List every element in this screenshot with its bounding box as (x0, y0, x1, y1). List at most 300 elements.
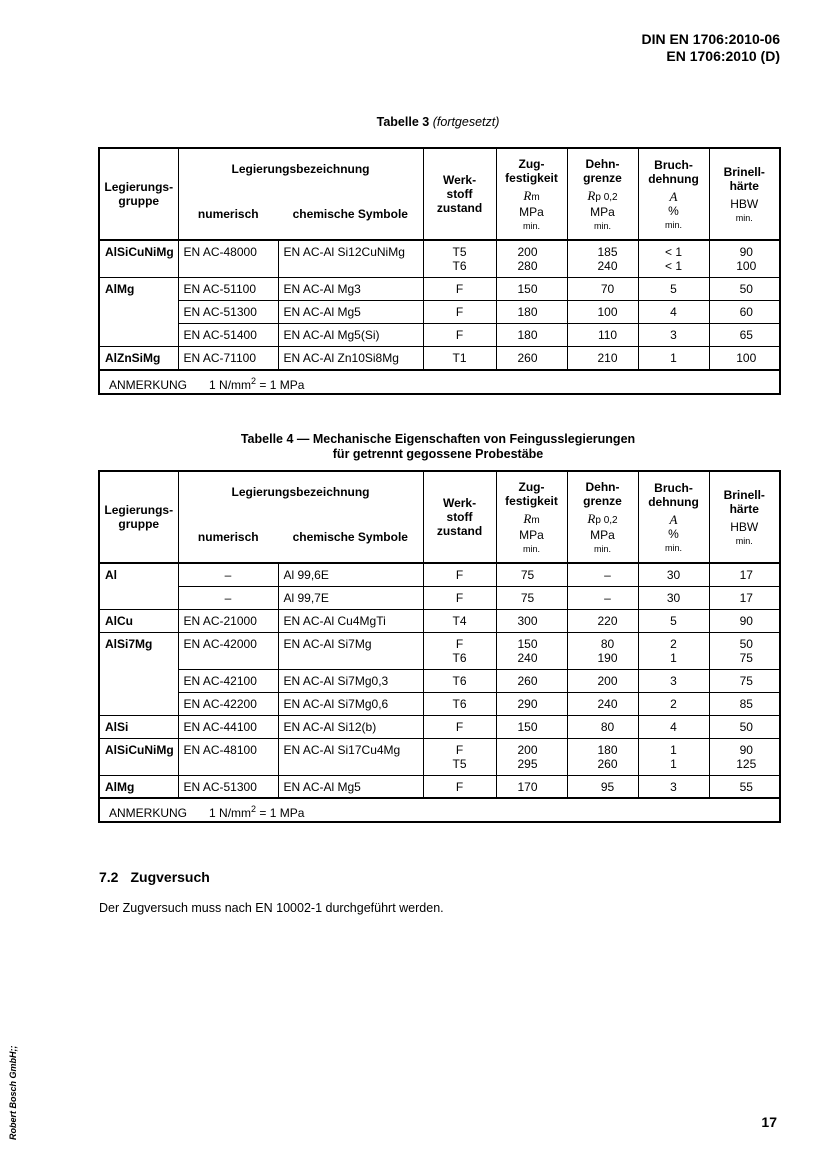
cell-line: 5 (670, 613, 677, 628)
symbol-line (568, 512, 638, 528)
cell-line: 80 (600, 636, 615, 651)
row-numeric: EN AC-48000 (178, 240, 278, 278)
table-row (99, 715, 780, 738)
row-numeric: EN AC-51100 (178, 278, 278, 301)
row-chemical: EN AC-Al Si12(b) (278, 715, 423, 738)
row-deh (567, 586, 638, 609)
row-deh (567, 692, 638, 715)
cell-line: F (455, 328, 464, 342)
row-numeric: EN AC-21000 (178, 609, 278, 632)
row-numeric: EN AC-42200 (178, 692, 278, 715)
row-numeric: EN AC-42000 (178, 632, 278, 669)
col-designation-header: Legierungsbezeichnung (178, 148, 423, 188)
row-numeric: EN AC-51400 (178, 324, 278, 347)
zug-symbol: R (523, 188, 532, 203)
row-chemical: Al 99,7E (278, 586, 423, 609)
row-numeric: – (178, 563, 278, 586)
deh-subscript: p 0,2 (595, 192, 618, 203)
cell-line: T6 (452, 259, 467, 273)
row-bruch (638, 775, 709, 798)
cell-line: T4 (452, 613, 467, 628)
table-note (99, 798, 780, 822)
header-line: Bruch- (654, 158, 693, 172)
row-deh (567, 715, 638, 738)
row-bruch (638, 347, 709, 370)
header-line: Legierungs- (104, 503, 174, 517)
row-state (423, 715, 496, 738)
header-line: Werk- (442, 173, 477, 187)
sidebar-watermark: Robert Bosch GmbH;; (8, 1045, 18, 1140)
cell-line: 50 (739, 636, 753, 651)
row-state (423, 609, 496, 632)
note-text: 1 N/mm (209, 806, 252, 820)
row-group: AlSiCuNiMg (99, 738, 178, 775)
table3-caption-sub: (fortgesetzt) (432, 115, 500, 129)
table-3 (98, 147, 781, 395)
row-zug (496, 609, 567, 632)
bruch-symbol: A (669, 189, 678, 204)
cell-line: 180 (517, 305, 538, 319)
bruch-unit: % (668, 204, 679, 218)
row-bruch (638, 278, 709, 301)
cell-line: 190 (597, 650, 618, 665)
row-deh (567, 240, 638, 278)
cell-line: 185 (597, 245, 618, 259)
row-state (423, 669, 496, 692)
cell-line: < 1 (665, 245, 683, 259)
table-row (99, 775, 780, 798)
deh-subscript: p 0,2 (595, 515, 618, 526)
row-state (423, 347, 496, 370)
cell-line: 180 (597, 742, 618, 757)
cell-line: 200 (597, 673, 618, 688)
cell-line: 260 (597, 756, 618, 771)
row-bruch (638, 586, 709, 609)
section-heading (99, 869, 210, 885)
cell-line: F (455, 305, 464, 319)
cell-line: 150 (517, 719, 538, 734)
cell-line: 75 (520, 568, 535, 582)
cell-line: 70 (600, 282, 615, 296)
cell-line: 260 (517, 673, 538, 688)
header-line: Brinell- (723, 165, 765, 179)
row-group (99, 301, 178, 324)
row-deh (567, 324, 638, 347)
header-line: Legierungs- (104, 180, 174, 194)
row-numeric: EN AC-71100 (178, 347, 278, 370)
cell-line: 50 (739, 282, 753, 296)
row-hbw (709, 738, 780, 775)
row-group: AlMg (99, 278, 178, 301)
row-zug (496, 586, 567, 609)
cell-line: T6 (452, 673, 467, 688)
row-state (423, 240, 496, 278)
deh-symbol: R (587, 511, 596, 526)
cell-line: – (604, 590, 611, 605)
cell-line: T6 (452, 696, 467, 711)
section-body: Der Zugversuch muss nach EN 10002-1 durchgeführt werden. (99, 901, 444, 915)
cell-line: 90 (739, 613, 753, 628)
cell-line: 100 (736, 351, 757, 365)
cell-line: 1 (670, 351, 677, 365)
row-hbw (709, 240, 780, 278)
cell-line: 110 (597, 328, 618, 342)
table-row (99, 240, 780, 278)
row-chemical: EN AC-Al Si7Mg (278, 632, 423, 669)
hbw-min: min. (735, 536, 753, 546)
row-chemical: Al 99,6E (278, 563, 423, 586)
cell-line: 55 (739, 779, 753, 794)
cell-line: F (455, 779, 464, 794)
table-row (99, 632, 780, 669)
row-zug (496, 669, 567, 692)
row-deh (567, 609, 638, 632)
cell-line: T6 (452, 650, 467, 665)
row-group (99, 692, 178, 715)
row-deh (567, 632, 638, 669)
header-line: Zug- (518, 480, 545, 494)
col-group-header (99, 148, 178, 240)
cell-line: 60 (739, 305, 753, 319)
cell-line: 200 (517, 742, 538, 757)
row-bruch (638, 324, 709, 347)
cell-line: T5 (452, 756, 467, 771)
row-state (423, 324, 496, 347)
cell-line: 17 (739, 590, 753, 605)
cell-line: 240 (597, 696, 618, 711)
table-row (99, 738, 780, 775)
row-zug (496, 240, 567, 278)
row-zug (496, 692, 567, 715)
col-bruch-header (638, 471, 709, 563)
cell-line: 150 (517, 282, 538, 296)
table-row (99, 301, 780, 324)
zug-unit: MPa (519, 528, 544, 542)
cell-line: 80 (600, 719, 615, 734)
row-zug (496, 324, 567, 347)
deh-min: min. (594, 544, 612, 554)
col-designation-header: Legierungsbezeichnung (178, 471, 423, 511)
cell-line: 3 (670, 779, 677, 794)
cell-line: 3 (670, 673, 677, 688)
row-bruch (638, 301, 709, 324)
header-line: zustand (436, 201, 483, 215)
row-zug (496, 301, 567, 324)
section-title: Zugversuch (130, 869, 210, 885)
row-hbw (709, 586, 780, 609)
row-zug (496, 563, 567, 586)
row-bruch (638, 738, 709, 775)
row-hbw (709, 278, 780, 301)
cell-line: 90 (739, 742, 753, 757)
row-hbw (709, 775, 780, 798)
table3-caption-main: Tabelle 3 (376, 115, 430, 129)
cell-line: 17 (739, 568, 753, 582)
row-zug (496, 715, 567, 738)
row-group (99, 669, 178, 692)
cell-line: T5 (452, 245, 467, 259)
table3-caption (99, 115, 777, 130)
row-group: AlCu (99, 609, 178, 632)
cell-line: 260 (517, 351, 538, 365)
header-line: gruppe (118, 517, 160, 531)
row-numeric: EN AC-48100 (178, 738, 278, 775)
row-group: AlSiCuNiMg (99, 240, 178, 278)
header-line: festigkeit (505, 494, 558, 508)
row-bruch (638, 632, 709, 669)
row-chemical: EN AC-Al Zn10Si8Mg (278, 347, 423, 370)
row-deh (567, 301, 638, 324)
row-state (423, 738, 496, 775)
cell-line: 1 (670, 742, 677, 757)
cell-line: – (604, 568, 611, 582)
header-line: dehnung (648, 172, 699, 186)
header-line: Dehn- (585, 480, 620, 494)
header-line: dehnung (648, 495, 699, 509)
row-chemical: EN AC-Al Mg5 (278, 301, 423, 324)
hbw-unit: HBW (730, 197, 759, 211)
col-state-header (423, 148, 496, 240)
note-superscript: 2 (251, 804, 257, 814)
row-deh (567, 738, 638, 775)
zug-symbol: R (523, 511, 532, 526)
row-bruch (638, 240, 709, 278)
hbw-min: min. (735, 213, 753, 223)
row-bruch (638, 563, 709, 586)
row-chemical: EN AC-Al Si7Mg0,3 (278, 669, 423, 692)
cell-line: 220 (597, 613, 618, 628)
row-zug (496, 632, 567, 669)
row-group: Al (99, 563, 178, 586)
col-zug-header (496, 471, 567, 563)
cell-line: 280 (517, 259, 538, 273)
cell-line: 100 (597, 305, 618, 319)
cell-line: 100 (736, 259, 757, 273)
cell-line: 30 (666, 568, 681, 582)
cell-line: F (455, 568, 464, 582)
row-state (423, 632, 496, 669)
section-number: 7.2 (99, 869, 119, 885)
note-superscript: 2 (251, 375, 257, 386)
row-numeric: EN AC-51300 (178, 775, 278, 798)
cell-line: 290 (517, 696, 538, 711)
row-bruch (638, 609, 709, 632)
deh-unit: MPa (590, 528, 615, 542)
header-line: Brinell- (723, 488, 765, 502)
col-numeric-header: numerisch (178, 511, 278, 563)
row-deh (567, 278, 638, 301)
col-numeric-header: numerisch (178, 188, 278, 240)
table-row (99, 278, 780, 301)
cell-line: 1 (670, 756, 677, 771)
row-chemical: EN AC-Al Si17Cu4Mg (278, 738, 423, 775)
cell-line: F (455, 742, 464, 757)
table-row (99, 669, 780, 692)
zug-min: min. (523, 544, 541, 554)
table-row (99, 324, 780, 347)
zug-subscript: m (531, 192, 540, 203)
bruch-min: min. (665, 543, 683, 553)
cell-line: 65 (739, 328, 753, 342)
bruch-min: min. (665, 220, 683, 230)
header-line: festigkeit (505, 171, 558, 185)
header-line: grenze (583, 171, 622, 185)
row-chemical: EN AC-Al Cu4MgTi (278, 609, 423, 632)
row-bruch (638, 669, 709, 692)
row-group: AlZnSiMg (99, 347, 178, 370)
row-state (423, 586, 496, 609)
row-chemical: EN AC-Al Si7Mg0,6 (278, 692, 423, 715)
table4-caption-line1: Tabelle 4 — Mechanische Eigenschaften von Feingusslegierungen (240, 432, 636, 446)
row-state (423, 278, 496, 301)
header-line: grenze (583, 494, 622, 508)
row-deh (567, 775, 638, 798)
row-hbw (709, 301, 780, 324)
note-text: 1 N/mm (209, 377, 252, 392)
cell-line: 75 (520, 590, 535, 605)
header-line: härte (729, 502, 759, 516)
row-state (423, 563, 496, 586)
symbol-line (497, 189, 567, 205)
zug-min: min. (523, 221, 541, 231)
cell-line: 4 (670, 305, 677, 319)
zug-unit: MPa (519, 205, 544, 219)
header-en: EN 1706:2010 (D) (666, 48, 780, 64)
row-chemical: EN AC-Al Mg3 (278, 278, 423, 301)
cell-line: 295 (517, 756, 538, 771)
table-row (99, 609, 780, 632)
header-line: härte (729, 179, 759, 193)
cell-line: 90 (739, 245, 753, 259)
table4-caption (99, 432, 777, 462)
col-group-header (99, 471, 178, 563)
hbw-unit: HBW (730, 520, 759, 534)
header-line: Zug- (518, 157, 545, 171)
cell-line: 150 (517, 636, 538, 651)
cell-line: F (455, 282, 464, 296)
row-group (99, 324, 178, 347)
row-group: AlMg (99, 775, 178, 798)
row-zug (496, 738, 567, 775)
note-tail: = 1 MPa (256, 377, 305, 392)
row-hbw (709, 563, 780, 586)
row-deh (567, 347, 638, 370)
header-line: Dehn- (585, 157, 620, 171)
cell-line: 125 (736, 756, 757, 771)
page-number: 17 (761, 1114, 777, 1130)
row-hbw (709, 324, 780, 347)
cell-line: 75 (739, 673, 753, 688)
row-chemical: EN AC-Al Mg5 (278, 775, 423, 798)
cell-line: F (455, 636, 464, 651)
col-hbw-header (709, 148, 780, 240)
col-zug-header (496, 148, 567, 240)
row-zug (496, 775, 567, 798)
col-deh-header (567, 148, 638, 240)
header-line: stoff (446, 510, 473, 524)
row-hbw (709, 347, 780, 370)
header-line: gruppe (118, 194, 160, 208)
symbol-line (497, 512, 567, 528)
row-hbw (709, 692, 780, 715)
cell-line: 240 (517, 650, 538, 665)
col-bruch-header (638, 148, 709, 240)
deh-unit: MPa (590, 205, 615, 219)
header-din: DIN EN 1706:2010-06 (641, 31, 780, 47)
cell-line: 170 (517, 779, 538, 794)
header-line: Bruch- (654, 481, 693, 495)
cell-line: F (455, 590, 464, 605)
row-chemical: EN AC-Al Mg5(Si) (278, 324, 423, 347)
col-deh-header (567, 471, 638, 563)
cell-line: 3 (670, 328, 677, 342)
table-row (99, 586, 780, 609)
note-label: ANMERKUNG (109, 806, 188, 820)
note-label: ANMERKUNG (109, 377, 188, 392)
table-row (99, 692, 780, 715)
bruch-unit: % (668, 527, 679, 541)
row-zug (496, 347, 567, 370)
cell-line: 210 (597, 351, 618, 365)
row-state (423, 301, 496, 324)
cell-line: 300 (517, 613, 538, 628)
cell-line: 5 (670, 282, 677, 296)
row-hbw (709, 609, 780, 632)
row-bruch (638, 692, 709, 715)
table-row (99, 563, 780, 586)
table4-caption-line2: für getrennt gegossene Probestäbe (332, 447, 544, 461)
row-group: AlSi7Mg (99, 632, 178, 669)
cell-line: 200 (517, 245, 538, 259)
row-state (423, 692, 496, 715)
col-chemical-header: chemische Symbole (278, 188, 423, 240)
zug-subscript: m (531, 515, 540, 526)
bruch-symbol: A (669, 512, 678, 527)
header-line: Werk- (442, 496, 477, 510)
row-state (423, 775, 496, 798)
cell-line: 4 (670, 719, 677, 734)
header-line: stoff (446, 187, 473, 201)
row-numeric: EN AC-44100 (178, 715, 278, 738)
row-deh (567, 563, 638, 586)
cell-line: 85 (739, 696, 753, 711)
cell-line: 50 (739, 719, 753, 734)
deh-symbol: R (587, 188, 596, 203)
row-numeric: – (178, 586, 278, 609)
symbol-line (639, 190, 709, 204)
cell-line: < 1 (665, 259, 683, 273)
row-hbw (709, 632, 780, 669)
cell-line: T1 (452, 351, 467, 365)
cell-line: 75 (739, 650, 753, 665)
row-deh (567, 669, 638, 692)
row-chemical: EN AC-Al Si12CuNiMg (278, 240, 423, 278)
table-4 (98, 470, 781, 823)
row-numeric: EN AC-42100 (178, 669, 278, 692)
note-tail: = 1 MPa (256, 806, 305, 820)
row-zug (496, 278, 567, 301)
table-note (99, 370, 780, 394)
row-group: AlSi (99, 715, 178, 738)
col-state-header (423, 471, 496, 563)
col-hbw-header (709, 471, 780, 563)
cell-line: 95 (600, 779, 615, 794)
table-row (99, 347, 780, 370)
cell-line: F (455, 719, 464, 734)
row-bruch (638, 715, 709, 738)
cell-line: 1 (670, 650, 677, 665)
cell-line: 2 (670, 636, 677, 651)
